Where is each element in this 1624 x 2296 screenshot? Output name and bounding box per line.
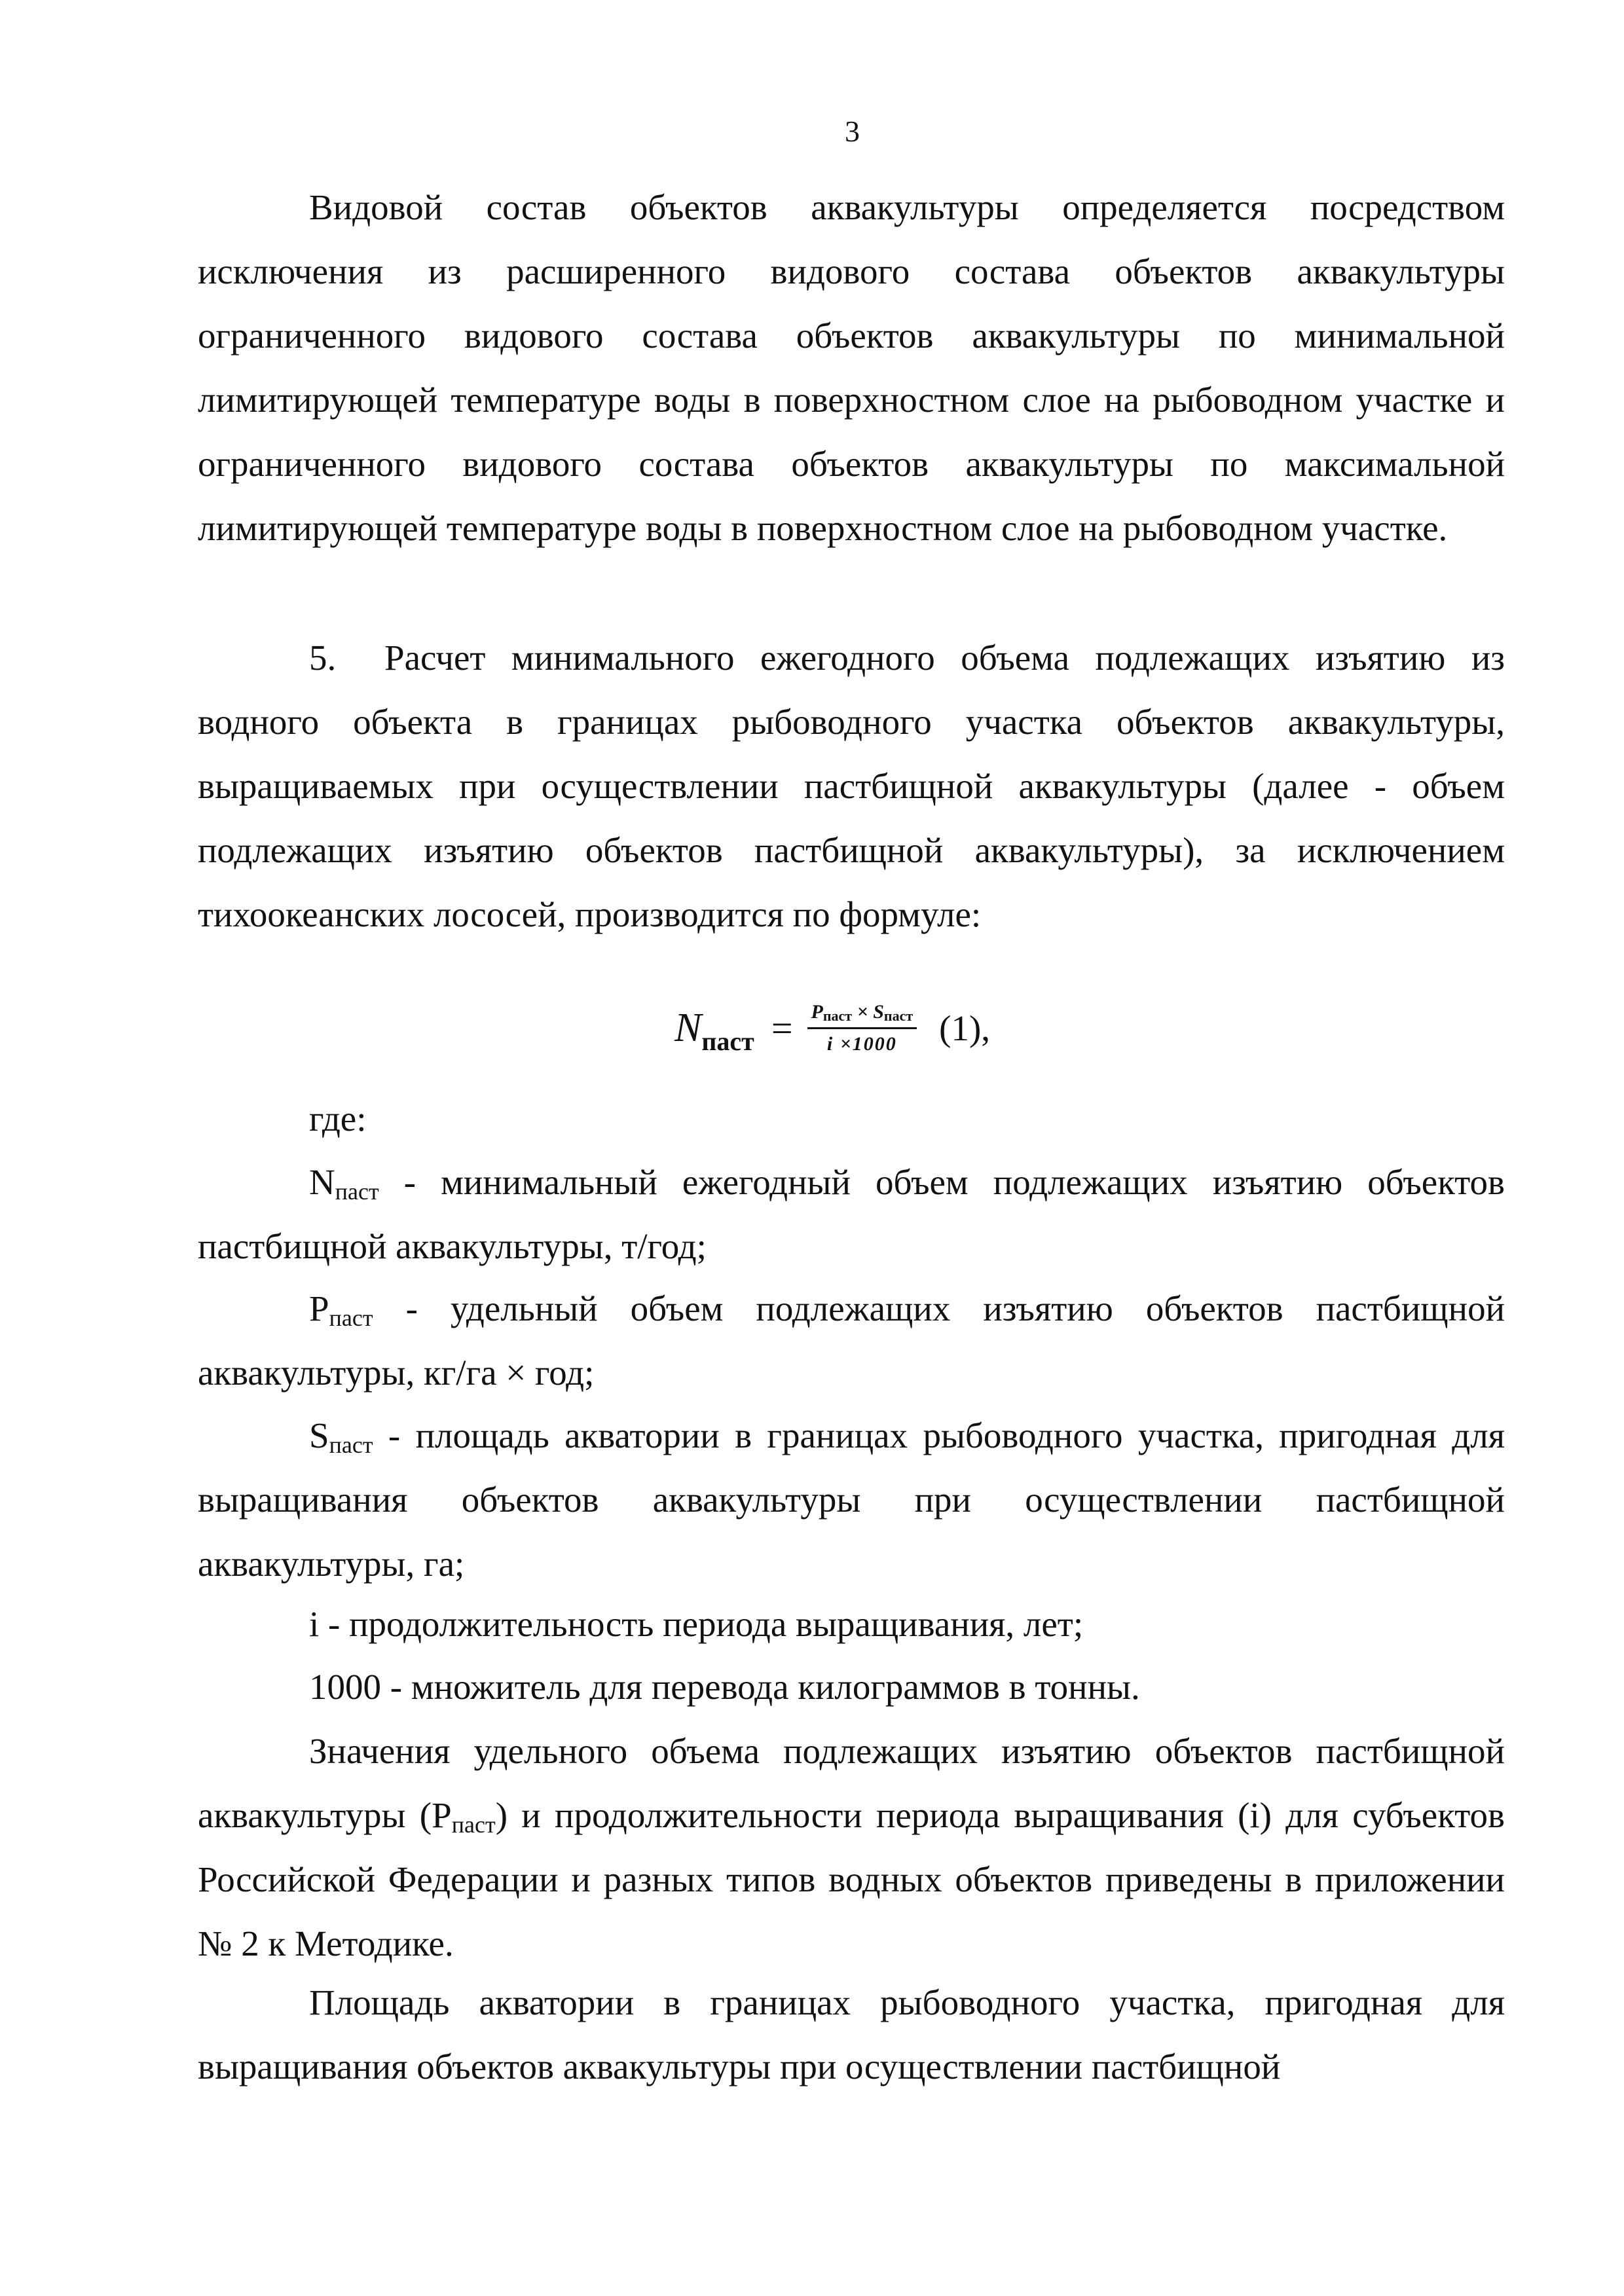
formula-equals: = [771,1006,793,1049]
definition-1000: 1000 - множитель для перевода килограммов в тонны. [309,1667,1140,1707]
paragraph-species-composition: Видовой состав объектов аквакультуры определяется посредством исключения из расширенного видового состава объектов аквакультуры ограниченного видового состава объектов аквакультуры по минимальной лимитирующей температуре воды в поверхностном слое на рыбоводном участке и ограниченного видового состава объектов аквакультуры по максимальной лимитирующей температуре воды в поверхностном слое на рыбоводном участке. [198,187,1505,548]
definition-i: i - продолжительность периода выращивания, лет; [309,1604,1084,1644]
paragraph-number: 5. [309,638,337,678]
definition-s: $S_{паст}$ - площадь акватории в границах рыбоводного участка, пригодная для выращивания объектов аквакультуры при осуществлении пастбищной аквакультуры, га; [198,1415,1505,1584]
formula-denominator: i ×1000 [826,1032,897,1055]
formula-numerator: $P_{паст} \times S_{паст}$ [807,1001,917,1029]
formula-number: (1), [939,1008,991,1048]
formula-lhs: $N_{паст}$ [674,1005,754,1056]
formula-fraction [807,1001,917,1055]
paragraph-calculation-text: Расчет минимального ежегодного объема подлежащих изъятию из водного объекта в границах рыбоводного участка объектов аквакультуры, выращиваемых при осуществлении пастбищной аквакультуры (далее - объем подлежащих изъятию объектов пастбищной аквакультуры), за исключением тихоокеанских лососей, производится по формуле: [198,638,1505,934]
definition-n: $N_{паст}$ - минимальный ежегодный объем подлежащих изъятию объектов пастбищной аквакультуры, т/год; [198,1162,1505,1266]
paragraph-area: Площадь акватории в границах рыбоводного участка, пригодная для выращивания объектов аквакультуры при осуществлении пастбищной [198,1982,1505,2086]
formula-1 [674,975,990,1080]
definition-p: $P_{паст}$ - удельный объем подлежащих изъятию объектов пастбищной аквакультуры, кг/га × год; [198,1288,1505,1393]
paragraph-values: Значения удельного объема подлежащих изъятию объектов пастбищной аквакультуры $(P_{паст})$ и продолжительности периода выращивания (i) для субъектов Российской Федерации и разных типов водных объектов приведены в приложении № 2 к Методике. [198,1731,1505,1963]
where-label: где: [309,1099,367,1139]
page-number: 3 [845,115,860,148]
paragraph-calculation [198,626,1505,947]
